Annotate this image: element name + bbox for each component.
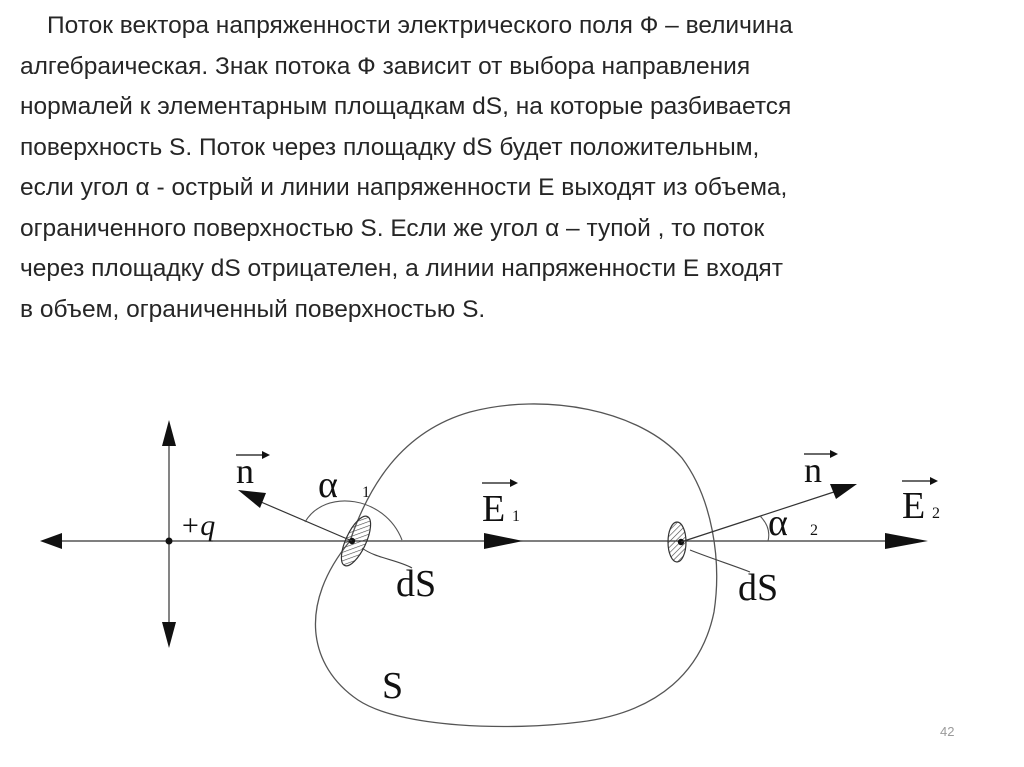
axis-left-arrowhead <box>40 533 62 549</box>
e1-arrowhead <box>484 533 523 549</box>
paragraph-line-3: нормалей к элементарным площадкам dS, на которые разбивается <box>20 93 792 120</box>
surface-label: S <box>382 665 404 707</box>
paragraph-line-2: алгебраическая. Знак потока Ф зависит от выбора направления <box>20 52 751 80</box>
axis-e2-arrowhead <box>885 533 928 549</box>
right-ds-label: dS <box>738 567 779 609</box>
paragraph-line-4: поверхность S. Поток через площадку dS будет положительным, <box>20 133 760 161</box>
left-normal-vector-tip <box>262 451 270 459</box>
e1-label: E <box>482 488 506 530</box>
right-normal-label: n <box>804 450 822 490</box>
charge-label: +q <box>180 509 216 542</box>
alpha2-subscript: 2 <box>810 522 818 539</box>
right-normal-vector-tip <box>830 450 838 458</box>
paragraph-line-6: ограниченного поверхностью S. Если же угол α – тупой , то поток <box>20 214 765 242</box>
e2-vector-tip <box>930 477 938 485</box>
closed-surface-s <box>315 404 716 727</box>
e1-subscript: 1 <box>512 508 520 525</box>
left-ds-label: dS <box>396 563 437 605</box>
e2-subscript: 2 <box>932 505 940 522</box>
e1-vector-tip <box>510 479 518 487</box>
charge-point <box>166 538 173 545</box>
left-normal-arrowhead <box>238 490 266 508</box>
page-number: 42 <box>940 724 955 739</box>
axis-down-arrowhead <box>162 622 176 648</box>
e2-label: E <box>902 485 926 527</box>
left-normal-label: n <box>236 451 254 491</box>
right-normal-arrowhead <box>830 484 857 499</box>
paragraph-line-8: в объем, ограниченный поверхностью S. <box>20 295 486 323</box>
paragraph-line-7: через площадку dS отрицателен, а линии напряженности Е входят <box>20 255 783 282</box>
paragraph-line-1: Поток вектора напряженности электрического поля Ф – величина <box>47 12 793 39</box>
alpha1-label: α <box>318 464 338 506</box>
axis-up-arrowhead <box>162 420 176 446</box>
alpha1-subscript: 1 <box>362 484 370 501</box>
paragraph-line-5: если угол α - острый и линии напряженности Е выходят из объема, <box>20 174 788 201</box>
alpha2-label: α <box>768 502 788 544</box>
